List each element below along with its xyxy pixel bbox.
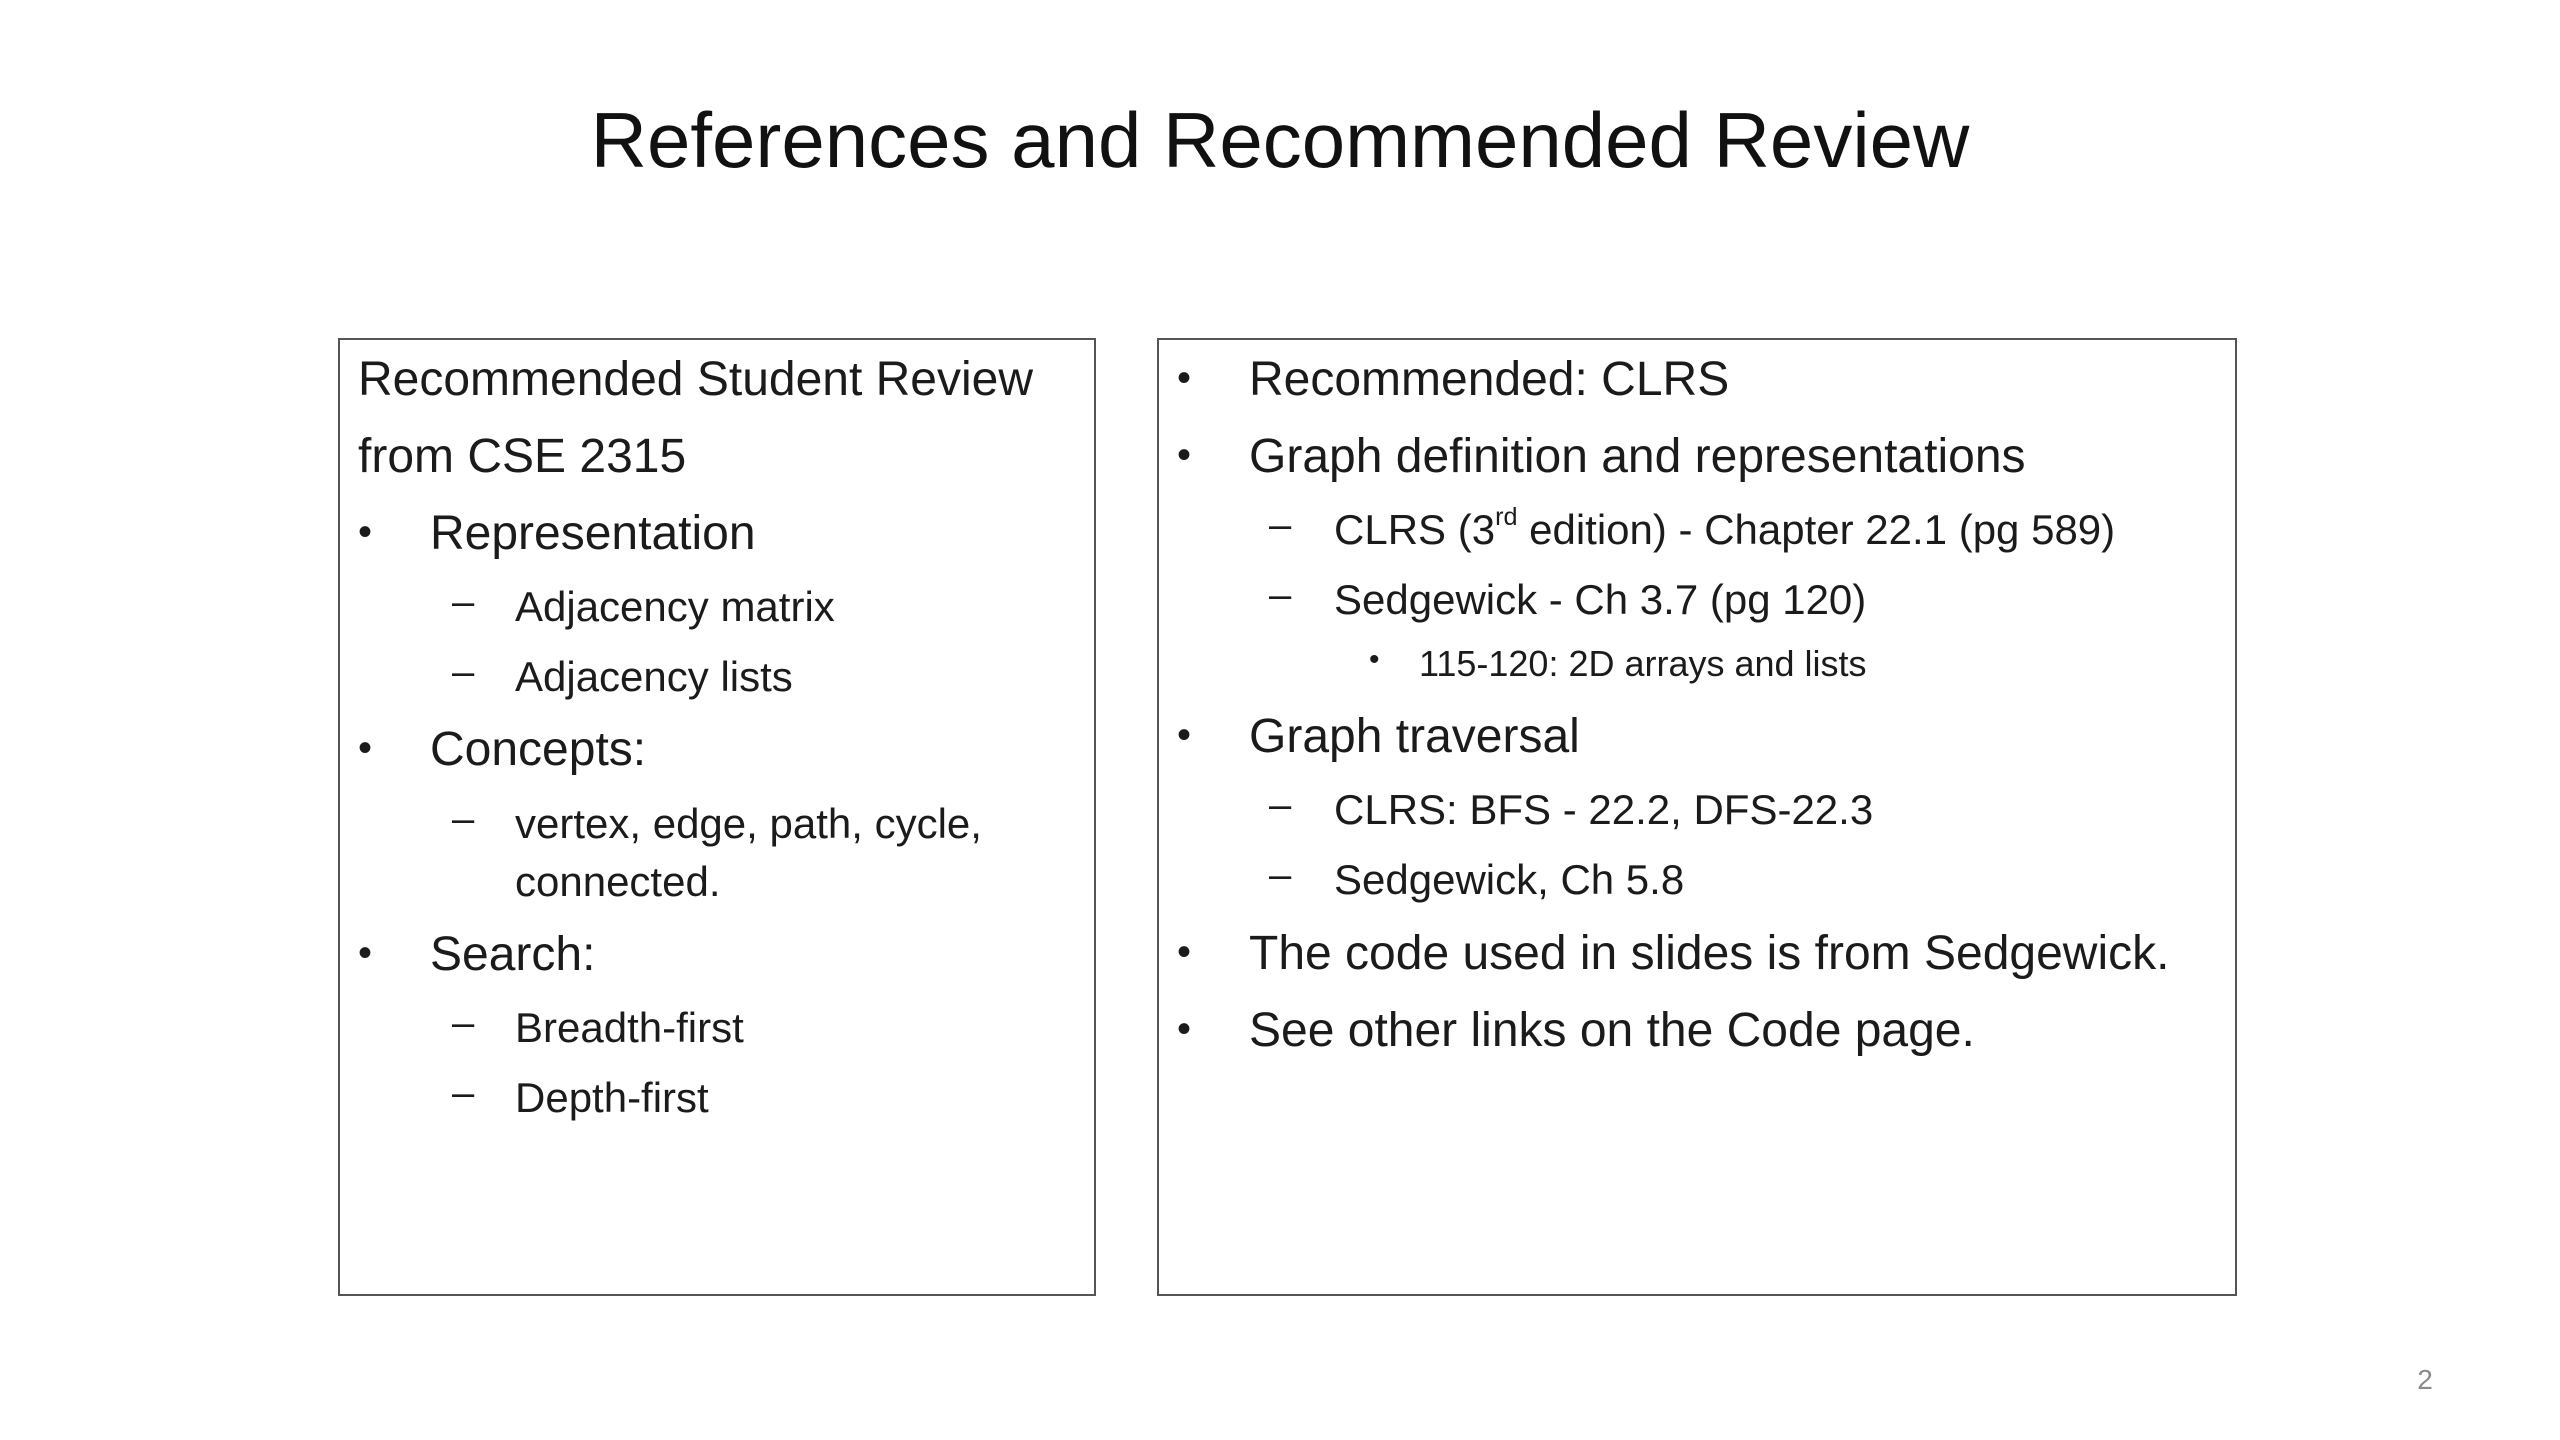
dash-icon: –	[1269, 503, 1292, 547]
dash-icon: –	[452, 1071, 475, 1115]
list-item-recommended-clrs: Recommended: CLRS	[1249, 353, 1730, 406]
list-item-code-source: The code used in slides is from Sedgewick.	[1249, 927, 2170, 980]
dash-icon: –	[452, 650, 475, 694]
dash-icon: –	[452, 1001, 475, 1045]
dash-icon: –	[1269, 573, 1292, 617]
sub-item-concepts-line-2: connected.	[515, 858, 721, 905]
sub-item-breadth-first: Breadth-first	[515, 1004, 744, 1051]
bullet-icon: •	[358, 726, 373, 770]
bullet-icon: •	[1177, 433, 1192, 477]
dash-icon: –	[1269, 853, 1292, 897]
bullet-icon: •	[1177, 713, 1192, 757]
student-review-panel	[338, 338, 1096, 1296]
sub-item-sedgewick-ch37: Sedgewick - Ch 3.7 (pg 120)	[1334, 576, 1867, 623]
sub-item-clrs-bfs-dfs: CLRS: BFS - 22.2, DFS-22.3	[1334, 786, 1874, 833]
list-item-representation: Representation	[430, 507, 756, 560]
sub-sub-item-arrays-lists: 115-120: 2D arrays and lists	[1419, 643, 1867, 684]
sub-item-clrs-chapter	[1334, 503, 2115, 557]
bullet-icon: •	[1177, 930, 1192, 974]
bullet-icon: •	[1369, 643, 1380, 676]
list-item-graph-traversal: Graph traversal	[1249, 710, 1580, 763]
references-panel	[1157, 338, 2237, 1296]
bullet-icon: •	[358, 931, 373, 975]
panel-heading-line-2: from CSE 2315	[358, 430, 687, 483]
clrs-edition-suffix: edition) - Chapter 22.1 (pg 589)	[1517, 506, 2116, 553]
sub-item-depth-first: Depth-first	[515, 1074, 709, 1121]
clrs-edition-prefix: CLRS (3	[1334, 506, 1496, 553]
bullet-icon: •	[358, 510, 373, 554]
bullet-icon: •	[1177, 1007, 1192, 1051]
list-item-graph-definition: Graph definition and representations	[1249, 430, 2026, 483]
list-item-other-links: See other links on the Code page.	[1249, 1004, 1975, 1057]
dash-icon: –	[452, 580, 475, 624]
sub-item-sedgewick-ch58: Sedgewick, Ch 5.8	[1334, 856, 1685, 903]
list-item-search: Search:	[430, 928, 596, 981]
dash-icon: –	[1269, 783, 1292, 827]
dash-icon: –	[452, 797, 475, 841]
panel-heading-line-1: Recommended Student Review	[358, 353, 1034, 406]
list-item-concepts: Concepts:	[430, 723, 647, 776]
sub-item-adjacency-lists: Adjacency lists	[515, 653, 793, 700]
ordinal-superscript: rd	[1495, 503, 1518, 532]
slide-title: References and Recommended Review	[590, 96, 1970, 184]
sub-item-adjacency-matrix: Adjacency matrix	[515, 583, 835, 630]
sub-item-concepts-line-1: vertex, edge, path, cycle,	[515, 800, 982, 847]
page-number: 2	[2417, 1364, 2433, 1395]
bullet-icon: •	[1177, 356, 1192, 400]
